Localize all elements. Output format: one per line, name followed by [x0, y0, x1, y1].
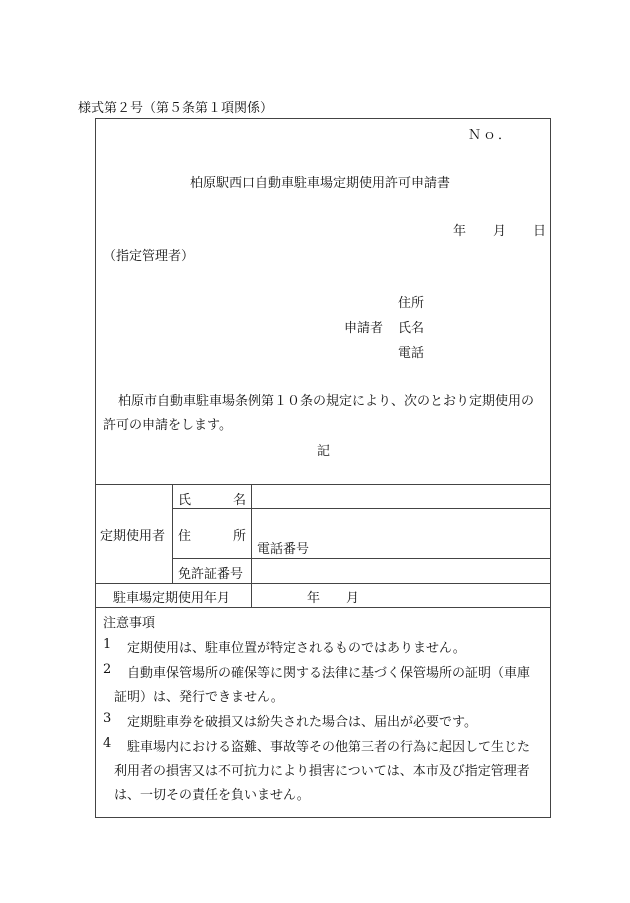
form-number: 様式第２号（第５条第１項関係）	[78, 101, 274, 116]
row-divider-name	[172, 508, 551, 509]
row-divider-period	[95, 607, 551, 608]
applicant-label: 申請者	[344, 321, 384, 336]
phone-number-label: 電話番号	[257, 542, 310, 557]
body-text-line2: 許可の申請をします。	[103, 418, 232, 433]
note-1-number: 1	[103, 637, 112, 652]
name-label: 氏 名	[178, 493, 246, 508]
applicant-name-label: 氏名	[398, 321, 425, 336]
license-number-label: 免許証番号	[178, 567, 244, 582]
ki-mark: 記	[317, 444, 331, 459]
row-divider-address	[172, 558, 551, 559]
addressee: （指定管理者）	[103, 249, 195, 264]
note-1-text: 定期使用は、駐車位置が特定されるものではありません。	[127, 641, 466, 656]
note-4-text-line2: 利用者の損害又は不可抗力により損害については、本市及び指定管理者	[114, 764, 530, 779]
note-3-number: 3	[103, 711, 112, 726]
note-2-text-line2: 証明）は、発行できません。	[114, 690, 284, 705]
note-2-number: 2	[103, 662, 112, 677]
row-divider-license	[95, 583, 551, 584]
note-2-text-line1: 自動車保管場所の確保等に関する法律に基づく保管場所の証明（車庫	[127, 666, 531, 681]
user-header: 定期使用者	[100, 529, 166, 544]
period-label: 駐車場定期使用年月	[113, 591, 231, 606]
period-year: 年	[307, 591, 321, 606]
date-day: 日	[533, 224, 547, 239]
form-title: 柏原駅西口自動車駐車場定期使用許可申請書	[190, 176, 451, 191]
note-3-text: 定期駐車券を破損又は紛失された場合は、届出が必要です。	[127, 715, 477, 730]
table-top-border	[95, 484, 551, 485]
date-month: 月	[493, 224, 507, 239]
period-month: 月	[346, 591, 360, 606]
col-divider-user	[172, 484, 173, 583]
body-text-line1: 柏原市自動車駐車場条例第１０条の規定により、次のとおり定期使用の	[118, 394, 535, 409]
applicant-phone-label: 電話	[398, 346, 425, 361]
note-4-text-line3: は、一切その責任を負いません。	[114, 788, 310, 803]
note-4-text-line1: 駐車場内における盗難、事故等その他第三者の行為に起因して生じた	[127, 740, 531, 755]
note-4-number: 4	[103, 736, 112, 751]
notes-header: 注意事項	[103, 616, 156, 631]
col-divider-label	[251, 484, 252, 607]
address-label: 住 所	[178, 529, 246, 544]
date-year: 年	[453, 224, 467, 239]
applicant-address-label: 住所	[398, 296, 425, 311]
no-label: Ｎｏ．	[468, 128, 514, 143]
